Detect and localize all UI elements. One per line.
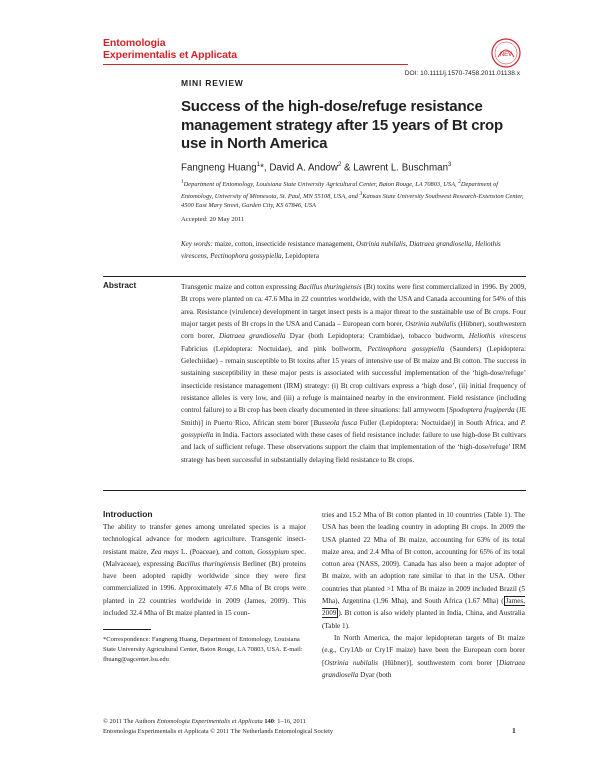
journal-logo-icon <box>486 37 526 69</box>
abstract-label: Abstract <box>103 281 137 290</box>
abstract-text: Transgenic maize and cotton expressing Bacillus thuringiensis (Bt) toxins were first commercialized in 1996. By 2009, Bt crops were planted on ca. 47.6 Mha in 22 countries worldwide, with the USA and Canada accounting for 54% of this area. Resistance (virulence) development in target insect pests is a major threat to the sustainable use of Bt crops. Four major target pests of Bt crops in the USA and Canada – European corn borer, Ostrinia nubilalis (Hübner), southwestern corn borer, Diatraea grandiosella Dyar (both Lepidoptera: Crambidae), tobacco budworm, Heliothis virescens Fabricius (Lepidoptera: Noctuidae), and pink bollworm, Pectinophora gossypiella (Saunders) (Lepidoptera: Gelechiidae) – remain susceptible to Bt toxins after 15 years of intensive use of Bt maize and Bt cotton. The success in sustaining susceptibility in these major pests is associated with successful implementation of the ‘high-dose/refuge’ insecticide resistance management (IRM) strategy: (i) Bt crop cultivars express a ‘high dose’, (ii) initial frequency of resistance alleles is very low, and (iii) a refuge is maintained nearby in the environment. Field resistance (including control failure) to a Bt crop has been clearly documented in three situations: fall armyworm [Spodoptera frugiperda (JE Smith)] in Puerto Rico, African stem borer [Busseola fusca Fuller (Lepidoptera: Noctuidae)] in South Africa, and P. gossypiella in India. Factors associated with these cases of field resistance include: failure to use high-dose Bt cultivars and lack of sufficient refuge. These observations support the claim that implementation of the ‘high-dose/refuge’ IRM strategy has been successful in substantially delaying field resistance to Bt crops. <box>181 283 527 464</box>
journal-name-line2: Experimentalis et Applicata <box>103 49 238 61</box>
author-affil-marker: 1 <box>256 162 261 168</box>
intro-right-column <box>322 509 525 681</box>
banner-rule <box>103 64 408 65</box>
paragraph: tries and 15.2 Mha of Bt cotton planted in 10 countries (Table 1). The USA has been the leading country in adopting Bt crops. In 2009 the USA planted 22 Mha of Bt maize, accounting for 63% of its total maize area, and 2.4 Mha of Bt cotton, accounting for 65% of its total cotton area (NASS, 2009). Canada has also been a major adopter of Bt maize, with an adoption rate similar to that in the USA. Other countries that planted >1 Mha of Bt maize in 2009 included Brazil (5 Mha), Argentina (1.96 Mha), and South Africa (1.67 Mha) ( James, 2009 ). Bt cotton is also widely planted in India, China, and Australia (Table 1). <box>322 511 525 630</box>
author-name: Fangneng Huang <box>181 162 257 174</box>
footnote-rule <box>103 629 151 630</box>
society-line: Entomologia Experimentalis et Applicata © 2011 The Netherlands Entomological Society <box>103 728 334 736</box>
author-affil-marker: 3 <box>448 162 452 168</box>
logo-text: NEV <box>499 52 513 58</box>
correspondence-note: *Correspondence: Fangneng Huang, Department of Entomology, Louisiana State University Agricultural Center, Baton Rouge, LA 70803, USA. E-mail: fhuang@agcenter.lsu.edu <box>103 636 303 663</box>
accepted-date: Accepted: 20 May 2011 <box>181 216 245 223</box>
doi: DOI: 10.1111/j.1570-7458.2011.01138.x <box>404 70 520 77</box>
paragraph: In North America, the major lepidopteran targets of Bt maize (e.g., Cry1Ab or Cry1F maize) have been the European corn borer [Ostrinia nubilalis (Hübner)], southwestern corn borer [Diatraea grandiosella Dyar (both <box>322 633 525 679</box>
citation-link[interactable]: James, 2009 <box>322 597 525 618</box>
author-separator: & <box>341 162 354 174</box>
keywords: Key words: maize, cotton, insecticide resistance management, Ostrinia nubilalis, Diatraea grandiosella, Heliothis virescens, Pectinophora gossypiella, Lepidoptera <box>181 240 501 260</box>
journal-name-line1: Entomologia <box>103 37 166 49</box>
author-list <box>181 162 451 173</box>
introduction-heading: Introduction <box>103 509 153 519</box>
page-number: 1 <box>512 726 516 735</box>
keywords-label: Key words: <box>181 240 213 248</box>
corresponding-marker: *, <box>260 162 270 174</box>
abstract-bottom-rule <box>103 490 526 491</box>
author-name: David A. Andow <box>269 162 338 174</box>
abstract-top-rule <box>103 276 526 277</box>
author-name: Lawrent L. Buschman <box>353 162 449 174</box>
affiliations: $^1$Department of Entomology, Louisiana State University Agricultural Center, Baton Rouge, LA 70803, USA, $^2$Department of Entomology, University of Minnesota, St. Paul, MN 55108, USA, and $^3$Kansas State University Southwest Research-Extension Center, 4500 East Mary Street, Garden City, KS 67846, USA <box>181 179 524 210</box>
section-label: MINI REVIEW <box>181 78 244 88</box>
copyright-line: © 2011 The Authors Entomologia Experimentalis et Applicata 140: 1–16, 2011 <box>103 718 306 725</box>
article-title: Success of the high-dose/refuge resistance management strategy after 15 years of Bt crop use in North America <box>181 98 503 152</box>
page-footer <box>103 717 526 738</box>
intro-left-column: The ability to transfer genes among unrelated species is a major technological advance for modern agriculture. Transgenic insect-resistant maize, Zea mays L. (Poaceae), and cotton, Gossypium spec. (Malvaceae), expressing Bacillus thuringiensis Berliner (Bt) proteins have been adopted rapidly worldwide since they were first commercialized in 1996. Approximately 47.6 Mha of Bt crops were planted in 22 countries worldwide in 2009 (James, 2009). This included 32.4 Mha of Bt maize planted in 15 coun- <box>103 523 306 618</box>
author-affil-marker: 2 <box>337 162 342 168</box>
journal-banner <box>103 37 493 64</box>
